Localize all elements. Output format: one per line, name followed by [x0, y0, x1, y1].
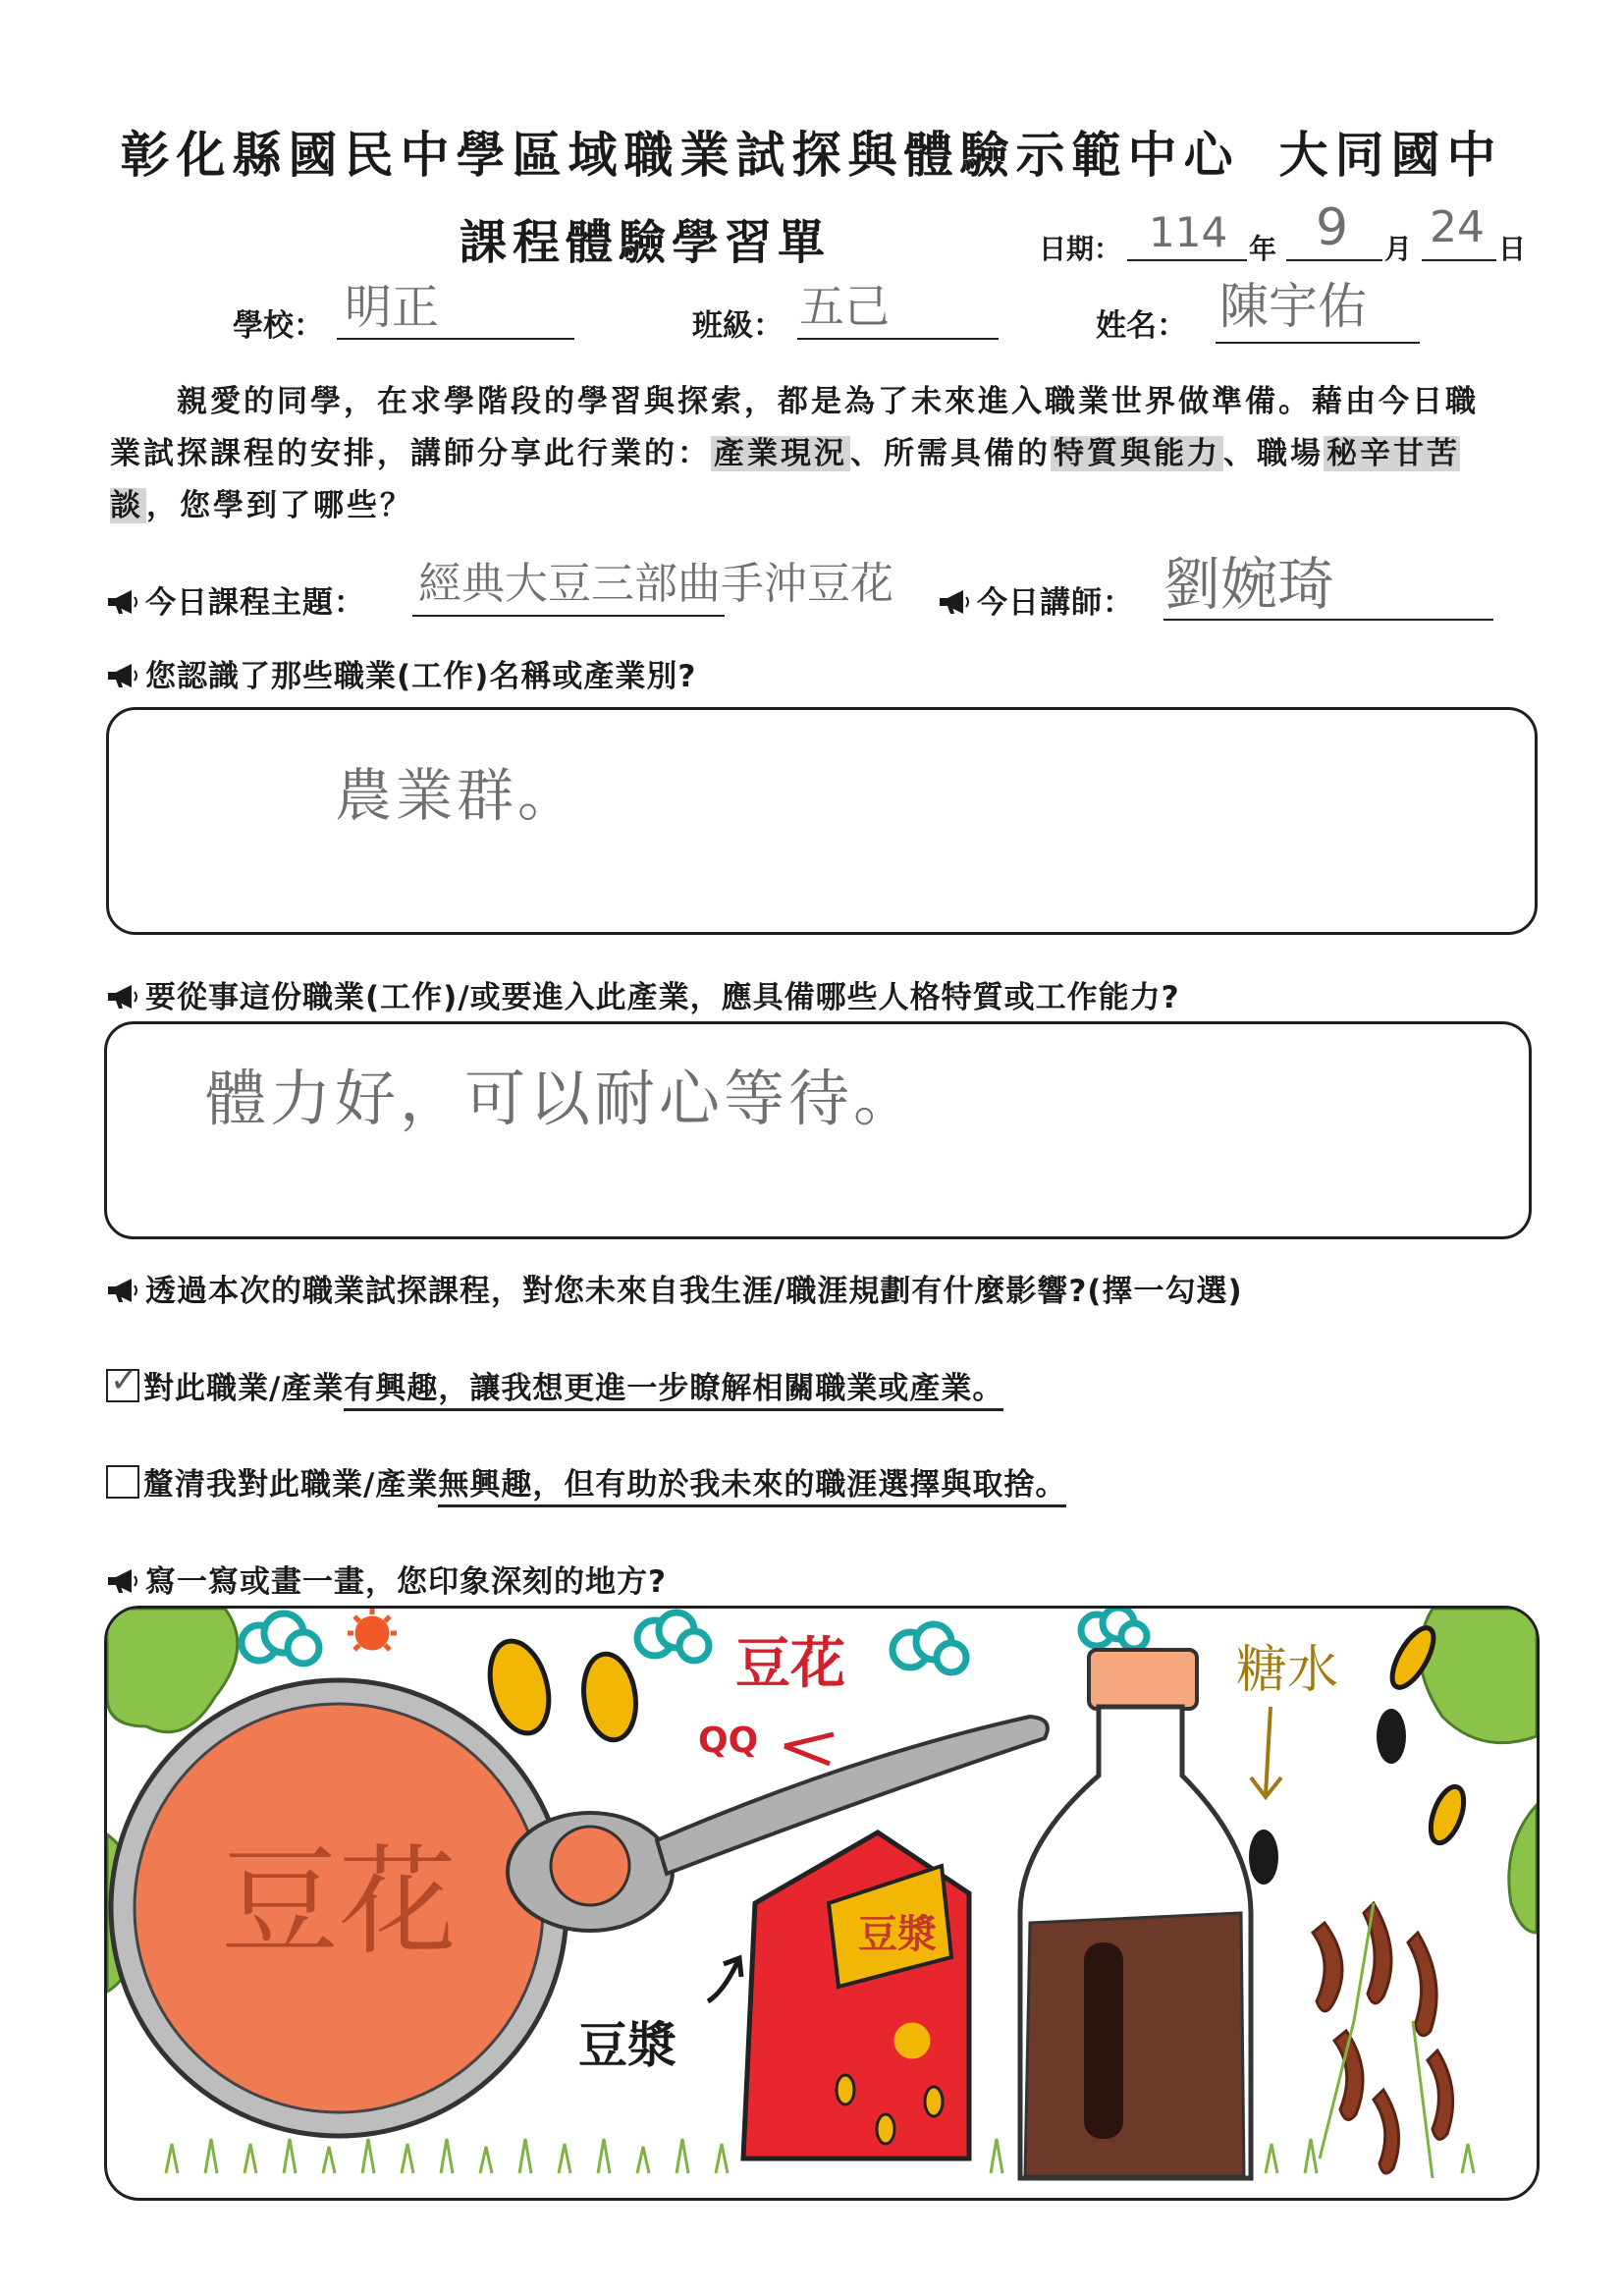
cloud-4 [1081, 1609, 1147, 1649]
date-year-field[interactable] [1127, 208, 1247, 261]
question-traits: 要從事這份職業(工作)/或要進入此產業，應具備哪些人格特質或工作能力? [106, 972, 1180, 1017]
box-label: 豆漿 [858, 1912, 937, 1957]
soybean-label: 豆漿 [578, 2017, 676, 2074]
date-day-value: 24 [1430, 202, 1485, 252]
answer-occupations: 農業群。 [335, 762, 579, 829]
question-occupations: 您認識了那些職業(工作)名稱或產業別? [106, 651, 696, 696]
date-year-unit: 年 [1249, 233, 1277, 265]
bowl-label: 豆花 [221, 1834, 457, 1971]
name-field[interactable] [1216, 278, 1420, 344]
qq-label: QQ [698, 1721, 759, 1761]
date-month-value: 9 [1316, 198, 1349, 257]
megaphone-icon [106, 982, 141, 1017]
intro-text-1: 親愛的同學，在求學階段的學習與探索，都是為了未來進入職業世界做準備。藉由今日職業試探課程的安排，講師分享此行業的： [110, 384, 1479, 471]
douhua-label: 豆花 [735, 1632, 845, 1696]
date-day-unit: 日 [1498, 233, 1527, 265]
megaphone-icon [106, 587, 141, 623]
option-interested[interactable]: ✓ 對此職業/產業有興趣，讓我想更進一步瞭解相關職業或產業。 [106, 1363, 1003, 1407]
soybean-pods [1313, 1903, 1453, 2173]
answer-box-occupations[interactable] [106, 707, 1538, 935]
school-field[interactable] [337, 280, 574, 340]
date-label: 日期： [1039, 233, 1122, 265]
option-not-interested-emphasis: 無興趣，但有助於我未來的職涯選擇與取捨。 [438, 1467, 1066, 1507]
black-bean-1 [1377, 1709, 1406, 1764]
class-value: 五己 [799, 280, 890, 333]
megaphone-icon [106, 661, 141, 696]
drawing-box[interactable] [104, 1606, 1540, 2201]
name-label: 姓名： [1096, 308, 1187, 344]
black-bean-2 [1249, 1830, 1278, 1885]
worksheet-subtitle: 課程體驗學習單 [460, 215, 832, 270]
checkmark-icon: ✓ [110, 1361, 139, 1400]
course-topic-label: 今日課程主題： [106, 577, 365, 623]
checkbox-interested[interactable] [106, 1361, 139, 1402]
sugar-water-label: 糖水 [1236, 1641, 1339, 1700]
intro-paragraph [110, 376, 1494, 532]
sun [348, 1609, 397, 1650]
course-topic-value: 經典大豆三部曲手沖豆花 [418, 559, 893, 609]
teacher-value: 劉婉琦 [1163, 551, 1335, 618]
school-value: 明正 [345, 280, 440, 335]
date-month-unit: 月 [1384, 233, 1413, 265]
option-interested-emphasis: 有興趣，讓我想更進一步瞭解相關職業或產業。 [344, 1371, 1003, 1411]
course-topic-field[interactable] [412, 559, 893, 617]
class-field[interactable] [797, 280, 999, 340]
intro-highlight-traits: 特質與能力 [1051, 436, 1223, 471]
answer-box-traits[interactable] [104, 1021, 1532, 1239]
answer-traits: 體力好，可以耐心等待。 [205, 1063, 919, 1134]
soy-milk-box [743, 1832, 969, 2159]
school-label: 學校： [233, 308, 324, 344]
question-drawing: 寫一寫或畫一畫，您印象深刻的地方? [106, 1557, 667, 1602]
intro-text-4: ，您學到了哪些？ [146, 488, 413, 523]
date-day-field[interactable] [1422, 202, 1496, 261]
douhua-bowl [111, 1680, 567, 2136]
megaphone-icon [938, 587, 973, 623]
syrup-bottle [1020, 1650, 1251, 2178]
date-month-field[interactable] [1286, 198, 1382, 261]
intro-text-2: 、所需具備的 [850, 436, 1051, 471]
leaf-top-right [1420, 1609, 1537, 1743]
megaphone-icon [106, 1276, 141, 1311]
megaphone-icon [106, 1566, 141, 1602]
intro-text-3: 、職場 [1223, 436, 1324, 471]
option-not-interested[interactable]: 釐清我對此職業/產業無興趣，但有助於我未來的職涯選擇與取捨。 [106, 1459, 1066, 1503]
page-title [0, 116, 1623, 187]
cloud-1 [242, 1613, 319, 1664]
intro-highlight-secrets: 秘辛甘苦談 [110, 436, 1460, 523]
question-impact: 透過本次的職業試探課程，對您未來自我生涯/職涯規劃有什麼影響?(擇一勾選) [106, 1266, 1243, 1311]
drawing-illustration [107, 1609, 1537, 2198]
cloud-2 [637, 1613, 709, 1661]
intro-highlight-industry: 產業現況 [711, 436, 850, 471]
title-school-name: 大同國中 [1278, 126, 1503, 184]
teacher-field[interactable] [1163, 551, 1493, 621]
name-value: 陳宇佑 [1219, 278, 1367, 335]
class-label: 班級： [692, 308, 784, 344]
leaf-right [1509, 1805, 1537, 1933]
title-center-name: 彰化縣國民中學區域職業試探與體驗示範中心 [120, 126, 1240, 184]
teacher-label: 今日講師： [938, 577, 1134, 623]
checkbox-not-interested[interactable] [106, 1465, 139, 1499]
cloud-3 [893, 1624, 966, 1672]
date-year-value: 114 [1149, 208, 1228, 256]
